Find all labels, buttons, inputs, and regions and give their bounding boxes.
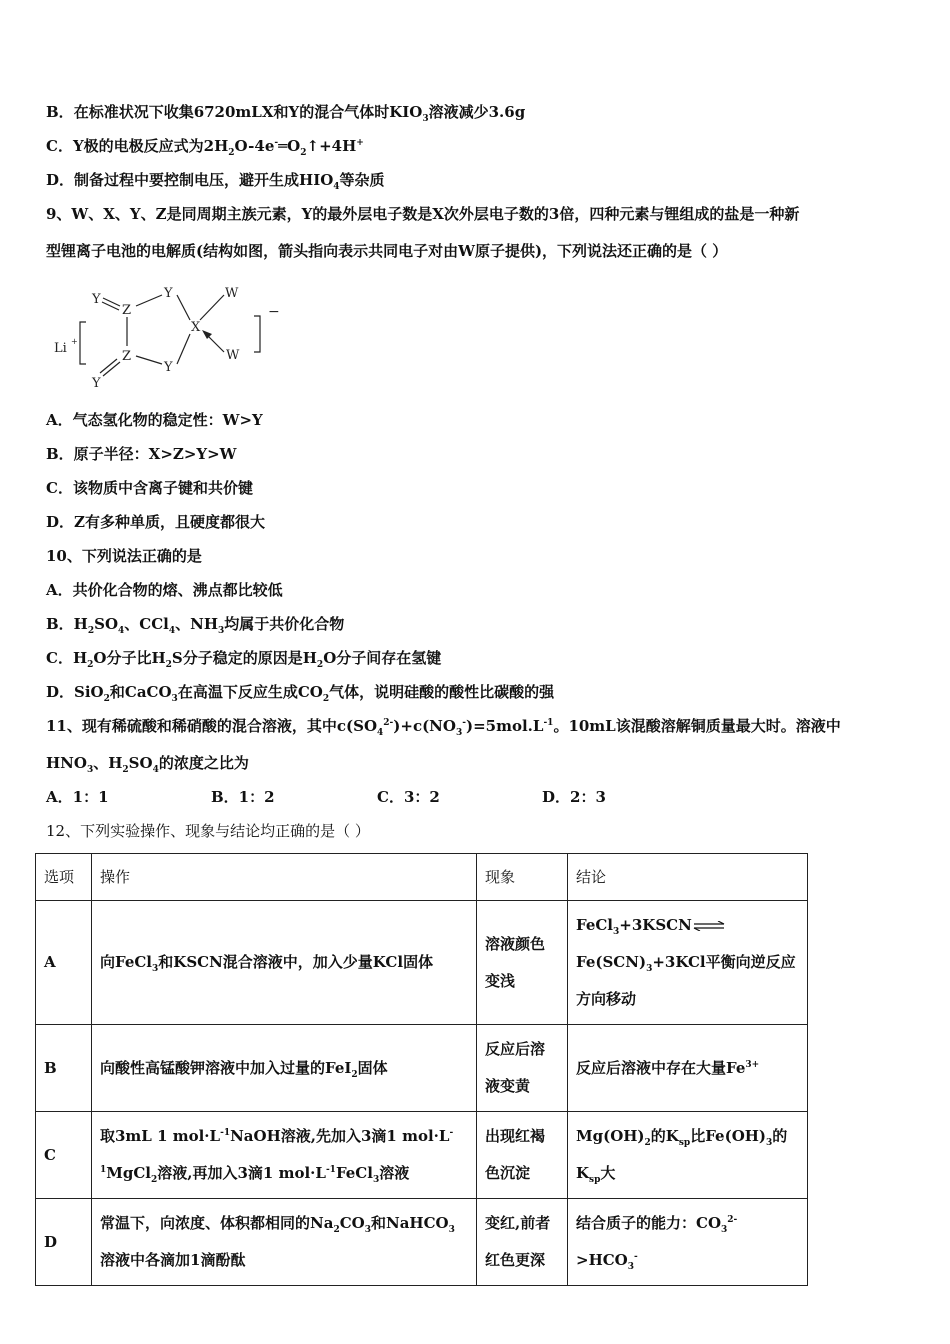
q12-stem: 12、下列实验操作、现象与结论均正确的是（ ） [46, 822, 370, 840]
structure-arrowhead [202, 330, 212, 339]
row-conclusion: 反应后溶液中存在大量$Fe^{3+}$ [568, 1025, 808, 1112]
q10-stem: 10、下列说法正确的是 [46, 547, 202, 565]
q11-option-b: B．1：2 [211, 788, 275, 806]
structure-atom-w2: W [226, 348, 240, 363]
q10-option-d: D．SiO$_2$和CaCO$_3$在高温下反应生成$CO_2$气体，说明硅酸的酸性比碳酸的强 [46, 683, 555, 704]
header-conclusion: 结论 [568, 854, 808, 901]
row-conclusion: $Mg(OH)_2$的$K_{sp}$比$Fe(OH)_3$的$K_{sp}$大 [568, 1112, 808, 1199]
structure-atom-y3: Y [164, 360, 173, 375]
q9-option-c: C．该物质中含离子键和共价键 [46, 479, 253, 497]
table-header-row [36, 854, 808, 901]
table-row [36, 1025, 808, 1112]
q11-stem-line2: $HNO_3$、$H_2SO_4$的浓度之比为 [46, 754, 249, 775]
q10-option-b: B．$H_2SO_4$、CCl$_4$、$NH_3$均属于共价化合物 [46, 615, 345, 636]
structure-charge: − [268, 304, 280, 320]
q8-option-d: D．制备过程中要控制电压，避开生成$HIO_4$等杂质 [46, 171, 385, 192]
equilibrium-arrow-icon [692, 921, 726, 931]
row-phenomenon: 溶液颜色变浅 [477, 901, 568, 1025]
structure-left-bracket [80, 322, 86, 364]
header-option: 选项 [36, 854, 92, 901]
row-conclusion: $FeCl_3+3KSCNFe(SCN)_3+3KCl$平衡向逆反应方向移动 [568, 901, 808, 1025]
header-operation: 操作 [92, 854, 477, 901]
q11-option-a: A．1：1 [46, 788, 109, 806]
q11-option-c: C．3：2 [377, 788, 440, 806]
q11-option-d: D．2：3 [542, 788, 606, 806]
table-row [36, 901, 808, 1025]
row-operation: 取3mL 1 $mol\cdot L^{-1}NaOH$溶液,先加入3滴1 $mol\cdot L^{-1}MgCl_2$溶液,再加入3滴1 $mol\cdot L^{-1}FeCl_3$溶液 [92, 1112, 477, 1199]
row-phenomenon: 反应后溶液变黄 [477, 1025, 568, 1112]
header-phenomenon: 现象 [477, 854, 568, 901]
q9-stem-line2: 型锂离子电池的电解质(结构如图，箭头指向表示共同电子对由W原子提供)，下列说法还正确的是（ ） [46, 242, 728, 260]
structure-atom-y4: Y [92, 376, 101, 390]
table-row [36, 1112, 808, 1199]
row-key: D [36, 1199, 92, 1286]
table-row [36, 1199, 808, 1286]
q9-stem-line1: 9、W、X、Y、Z是同周期主族元素，Y的最外层电子数是X次外层电子数的3倍，四种元素与锂组成的盐是一种新 [46, 205, 800, 223]
row-key: C [36, 1112, 92, 1199]
q10-option-c: C．$H_2O$分子比$H_2S$分子稳定的原因是$H_2O$分子间存在氢键 [46, 649, 442, 670]
row-key: A [36, 901, 92, 1025]
row-operation: 向酸性高锰酸钾溶液中加入过量的FeI$_2$固体 [92, 1025, 477, 1112]
row-phenomenon: 出现红褐色沉淀 [477, 1112, 568, 1199]
row-operation: 向FeCl$_3$和KSCN混合溶液中，加入少量KCl固体 [92, 901, 477, 1025]
structure-atom-y2: Y [164, 286, 173, 301]
q12-experiment-table [35, 853, 808, 1286]
q9-option-b: B．原子半径：X>Z>Y>W [46, 445, 237, 463]
q9-option-a: A．气态氢化物的稳定性：W>Y [46, 411, 263, 429]
q8-option-c: C．Y极的电极反应式为$2H_2O-4e^-═O_2↑+4H^+$ [46, 137, 364, 158]
structure-atom-z1: Z [122, 303, 132, 318]
q9-structure-diagram [40, 280, 290, 390]
row-key: B [36, 1025, 92, 1112]
row-conclusion: 结合质子的能力：$CO_3^{2-}>HCO_3^-$ [568, 1199, 808, 1286]
q10-option-a: A．共价化合物的熔、沸点都比较低 [46, 581, 283, 599]
structure-atom-y1: Y [92, 292, 101, 307]
structure-li-charge: + [71, 337, 78, 346]
structure-right-bracket [254, 316, 260, 352]
row-operation: 常温下，向浓度、体积都相同的$Na_2CO_3$和NaHCO$_3$溶液中各滴加1滴酚酞 [92, 1199, 477, 1286]
structure-atom-x: X [191, 320, 201, 335]
q9-option-d: D．Z有多种单质，且硬度都很大 [46, 513, 265, 531]
structure-li: Li [54, 341, 67, 356]
structure-atom-w1: W [225, 286, 239, 301]
q8-option-b: B．在标准状况下收集6720mLX和Y的混合气体时$KIO_3$溶液减少3.6g [46, 103, 526, 124]
structure-atom-z2: Z [122, 349, 132, 364]
q11-stem-line1: 11、现有稀硫酸和稀硝酸的混合溶液，其中$c(SO_4^{2-})+c(NO_3^-)=5mol.L^{-1}$。10mL该混酸溶解铜质量最大时。溶液中 [46, 717, 841, 738]
row-phenomenon: 变红,前者红色更深 [477, 1199, 568, 1286]
